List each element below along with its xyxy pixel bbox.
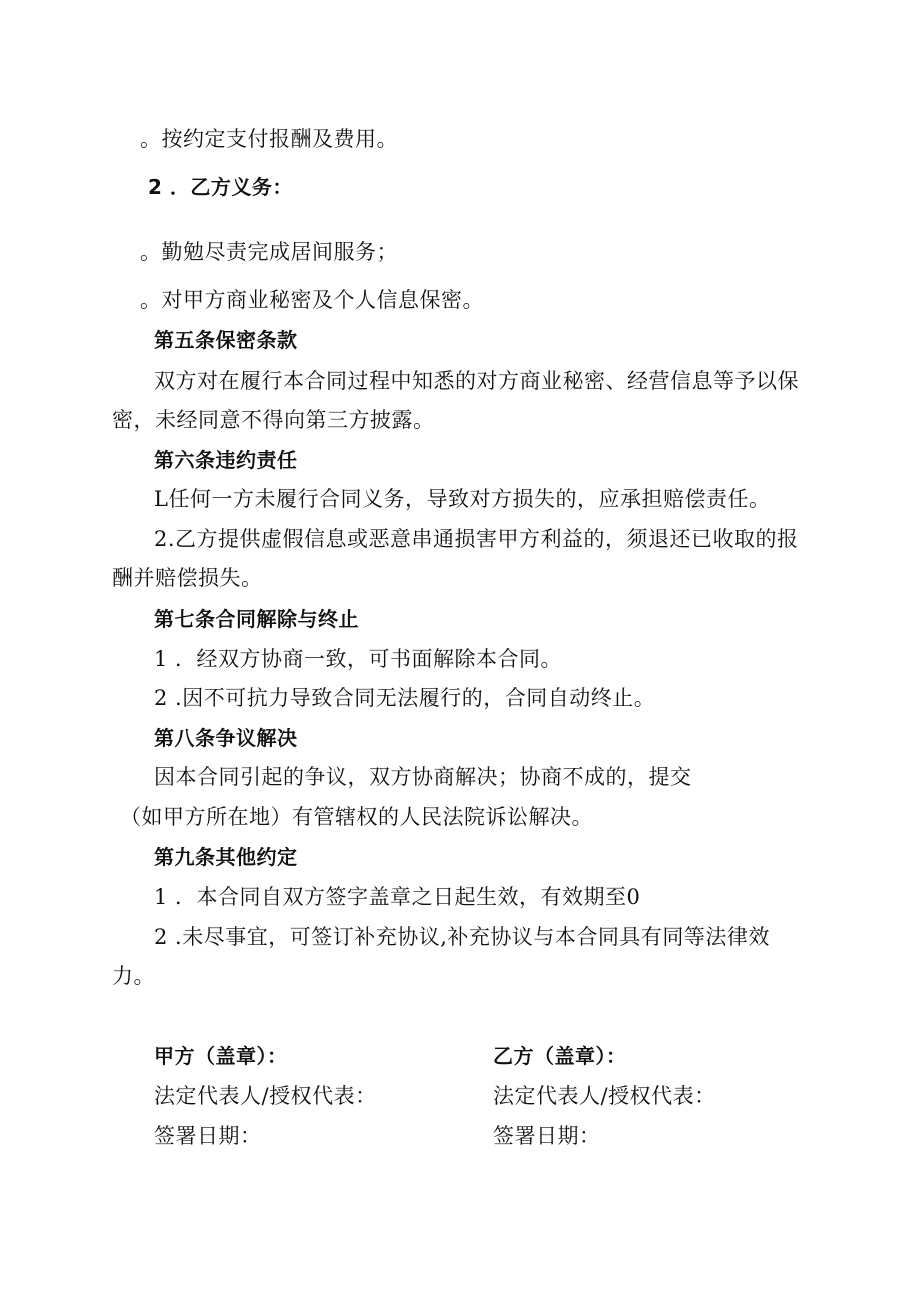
party-a-date-label: 签署日期： [154, 1124, 262, 1148]
article-9-item-1: 1 ．本合同自双方签字盖章之日起生效，有效期至0 [154, 885, 641, 909]
party-b-duty-item-1: 。勤勉尽责完成居间服务； [140, 240, 398, 264]
article-9-heading: 第九条其他约定 [154, 845, 298, 869]
article-6-item-1: L任何一方未履行合同义务，导致对方损失的，应承担赔偿责任。 [154, 487, 771, 511]
party-a-representative-label: 法定代表人/授权代表： [154, 1084, 377, 1108]
article-8-text-line-2: （如甲方所在地）有管辖权的人民法院诉讼解决。 [120, 805, 593, 829]
article-9-item-2-line-2: 力。 [112, 964, 155, 988]
party-b-representative-label: 法定代表人/授权代表： [493, 1084, 716, 1108]
party-b-seal-label: 乙方（盖章）： [493, 1044, 627, 1068]
article-8-heading: 第八条争议解决 [154, 726, 298, 750]
article-5-text-line-2: 密，未经同意不得向第三方披露。 [112, 408, 435, 432]
party-b-duties-heading: 2 ．乙方义务： [148, 175, 293, 199]
article-7-item-1: 1 ．经双方协商一致，可书面解除本合同。 [154, 647, 563, 671]
article-6-item-2-line-2: 酬并赔偿损失。 [112, 566, 263, 590]
article-5-text-line-1: 双方对在履行本合同过程中知悉的对方商业秘密、经营信息等予以保 [154, 369, 799, 393]
article-6-heading: 第六条违约责任 [154, 448, 298, 472]
article-6-item-2-line-1: 2.乙方提供虚假信息或恶意串通损害甲方利益的，须退还已收取的报 [154, 527, 799, 551]
article-5-heading: 第五条保密条款 [154, 328, 298, 352]
party-a-duty-item: 。按约定支付报酬及费用。 [140, 127, 398, 151]
party-a-seal-label: 甲方（盖章）： [154, 1044, 288, 1068]
article-8-text-line-1: 因本合同引起的争议，双方协商解决；协商不成的，提交 [154, 765, 692, 789]
article-7-item-2: 2 .因不可抗力导致合同无法履行的，合同自动终止。 [154, 686, 656, 710]
article-7-heading: 第七条合同解除与终止 [154, 607, 359, 631]
article-9-item-2-line-1: 2 .未尽事宜，可签订补充协议,补充协议与本合同具有同等法律效 [154, 925, 770, 949]
party-b-duty-item-2: 。对甲方商业秘密及个人信息保密。 [140, 288, 484, 312]
party-b-date-label: 签署日期： [493, 1124, 601, 1148]
